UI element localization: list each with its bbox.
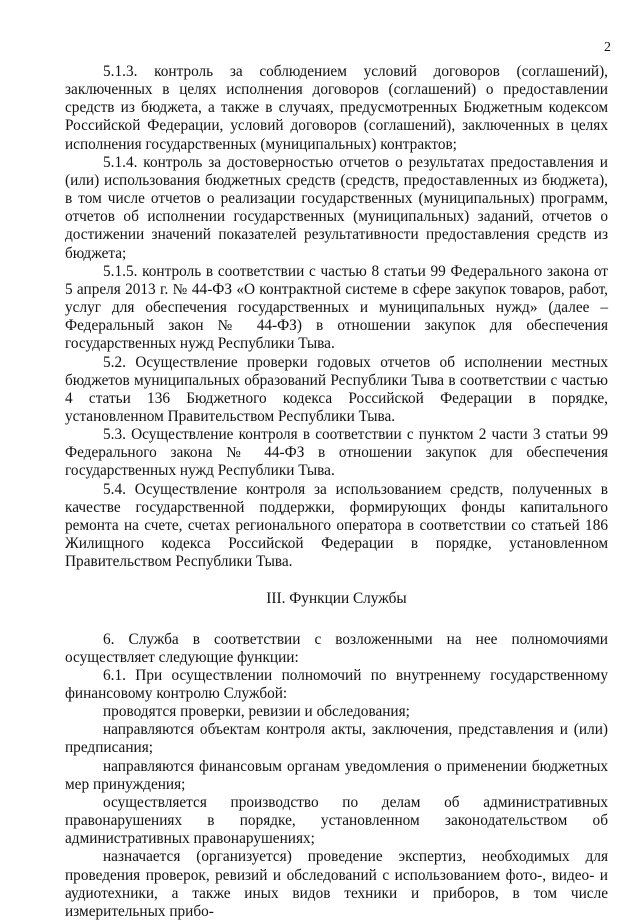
paragraph-6-1: 6.1. При осуществлении полномочий по внутреннему государственному финансовому контролю Службой: bbox=[65, 666, 608, 702]
list-item-inspections: проводятся проверки, ревизии и обследования; bbox=[103, 703, 410, 721]
list-item-notifications: направляются финансовым органам уведомления о применении бюджетных мер принуждения; bbox=[65, 757, 608, 793]
document-body bbox=[65, 63, 608, 921]
paragraph-5-1-4: 5.1.4. контроль за достоверностью отчетов о результатах предоставления и (или) использования бюджетных средств (средств, предоставленных из бюджета), в том числе отчетов о реализации государственных (муниципальных) программ, отчетов об исполнении государственных (муниципальных) заданий, отчетов о достижении значений показателей результативности предоставления средств из бюджета; bbox=[65, 153, 608, 262]
paragraph-6: 6. Служба в соответствии с возложенными на нее полномочиями осуществляет следующие функции: bbox=[65, 630, 608, 666]
paragraph-5-3: 5.3. Осуществление контроля в соответствии с пунктом 2 части 3 статьи 99 Федерального закона № 44-ФЗ в отношении закупок для обеспечения государственных нужд Республики Тыва. bbox=[65, 426, 608, 480]
page-number: 2 bbox=[604, 40, 611, 55]
paragraph-5-2: 5.2. Осуществление проверки годовых отчетов об исполнении местных бюджетов муниципальных образований Республики Тыва в соответствии с частью 4 статьи 136 Бюджетного кодекса Российской Федерации в порядке, установленном Правительством Республики Тыва. bbox=[65, 353, 608, 425]
section-heading: III. Функции Службы bbox=[266, 590, 407, 608]
list-item-acts: направляются объектам контроля акты, заключения, представления и (или) предписания; bbox=[65, 721, 608, 757]
paragraph-5-1-3: 5.1.3. контроль за соблюдением условий договоров (соглашений), заключенных в целях исполнения договоров (соглашений) о предоставлении средств из бюджета, а также в случаях, предусмотренных Бюджетным кодексом Российской Федерации, условий договоров (соглашений), заключенных в целях исполнения государственных (муниципальных) контрактов; bbox=[65, 63, 608, 153]
paragraph-5-1-5: 5.1.5. контроль в соответствии с частью 8 статьи 99 Федерального закона от 5 апреля 2013 г. № 44-ФЗ «О контрактной системе в сфере закупок товаров, работ, услуг для обеспечения государственных и муниципальных нужд» (далее – Федеральный закон № 44-ФЗ) в отношении закупок для обеспечения государственных нужд Республики Тыва. bbox=[65, 262, 608, 353]
list-item-administrative-cases: осуществляется производство по делам об административных правонарушениях в порядке, установленном законодательством об административных правонарушениях; bbox=[65, 793, 608, 848]
list-item-expertise: назначается (организуется) проведение экспертиз, необходимых для проведения проверок, ревизий и обследований с использованием фото-, видео- и аудиотехники, а также иных видов техники и приборов, в том числе измерительных прибо- bbox=[65, 848, 608, 920]
paragraph-5-4: 5.4. Осуществление контроля за использованием средств, полученных в качестве государственной поддержки, формирующих фонды капитального ремонта на счете, счетах регионального оператора в соответствии со статьей 186 Жилищного кодекса Российской Федерации в порядке, установленном Правительством Республики Тыва. bbox=[65, 480, 608, 571]
